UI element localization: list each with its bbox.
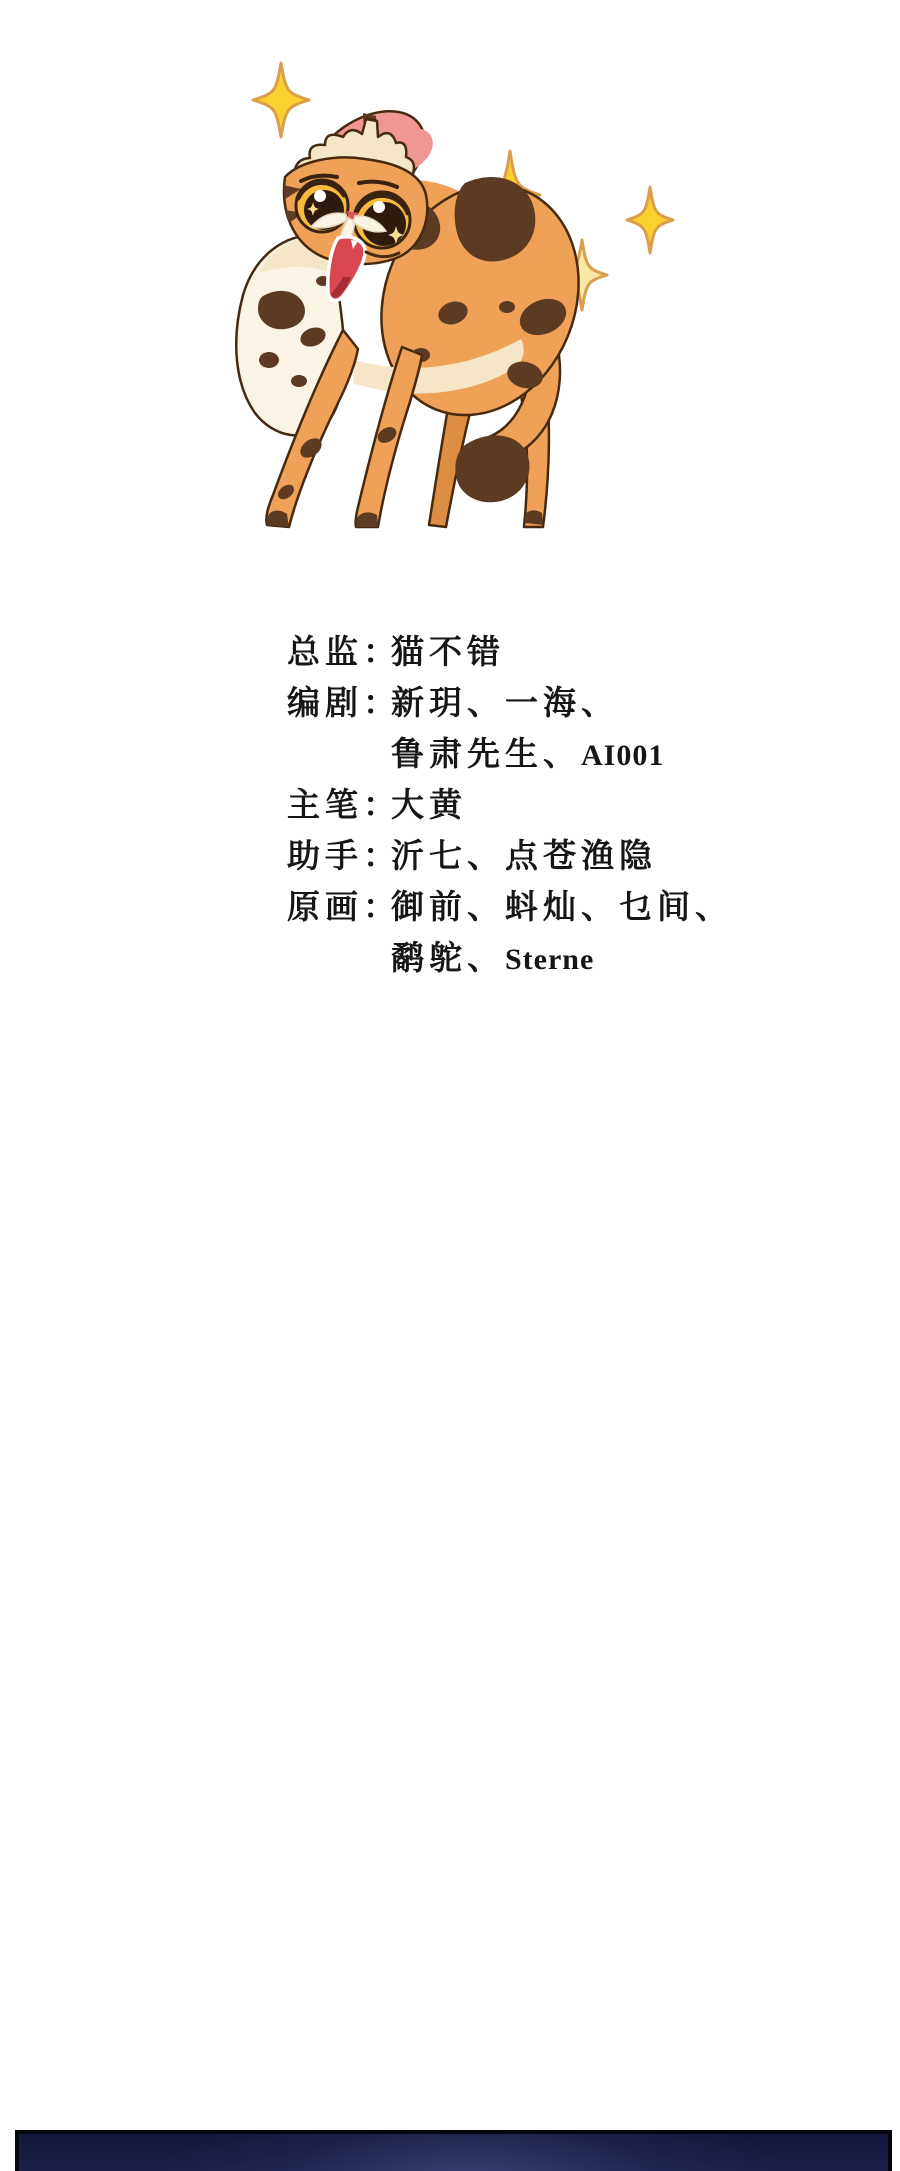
credit-label — [287, 934, 391, 985]
credit-label: 总监： — [287, 635, 401, 671]
credit-value: 鲁肃先生、AI001 — [391, 737, 665, 773]
credits-block — [287, 628, 733, 985]
credit-value: 新玥、一海、 — [391, 686, 619, 722]
credit-value: 沂七、点苍渔隐 — [391, 839, 657, 875]
credit-label: 编剧： — [287, 686, 401, 722]
sparkle-icon — [253, 63, 309, 137]
credit-label: 助手： — [287, 839, 401, 875]
credit-label — [287, 730, 391, 781]
next-panel-frame — [15, 2130, 892, 2171]
cat-illustration — [225, 55, 680, 540]
cat-figure — [236, 91, 612, 527]
credit-label: 原画： — [287, 890, 401, 926]
credit-label: 主笔： — [287, 788, 401, 824]
sparkle-icon — [627, 187, 673, 253]
credit-value: 大黄 — [391, 788, 467, 824]
credit-value: 鹬鸵、Sterne — [391, 941, 595, 977]
credit-value: 猫不错 — [391, 635, 505, 671]
credit-value: 御前、蚪灿、乜间、 — [391, 890, 733, 926]
